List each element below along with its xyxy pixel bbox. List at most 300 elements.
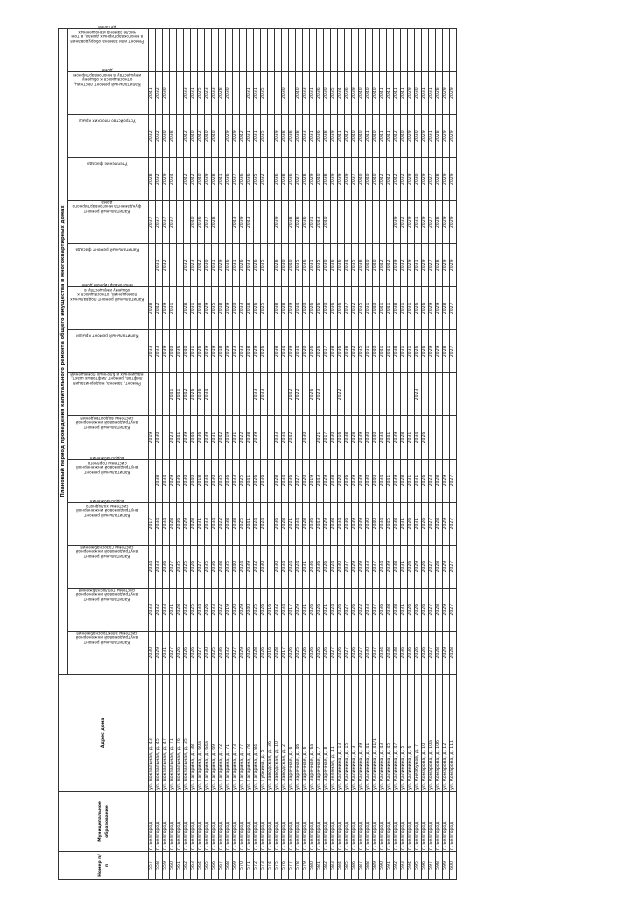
year-cell: 2033 xyxy=(212,72,219,115)
year-cell: 2039 xyxy=(338,158,345,201)
municipality-cell: г. Белгород xyxy=(345,791,352,851)
year-cell: 2030 xyxy=(366,502,373,545)
year-cell: 2028 xyxy=(436,115,443,158)
year-cell: 2030 xyxy=(366,416,373,459)
year-cell: 2030 xyxy=(366,631,373,674)
year-cell xyxy=(275,373,282,416)
year-cell: 2020 xyxy=(233,588,240,631)
year-cell: 2029 xyxy=(429,330,436,373)
year-cell: 2040 xyxy=(366,244,373,287)
table-row xyxy=(415,29,422,880)
year-cell: 2026 xyxy=(352,631,359,674)
year-cell: 2036 xyxy=(289,158,296,201)
address-cell: ул. Заводская, д. 2 xyxy=(282,674,289,791)
year-cell: 2039 xyxy=(289,287,296,330)
row-number: 597 xyxy=(429,851,436,879)
year-cell xyxy=(387,29,394,72)
year-cell xyxy=(296,416,303,459)
year-cell: 2036 xyxy=(212,545,219,588)
address-cell: ул. Зеленая, д. 11 xyxy=(331,674,338,791)
year-cell: 2037 xyxy=(205,201,212,244)
year-cell: 2029 xyxy=(296,588,303,631)
capital-repair-table xyxy=(58,25,457,880)
table-row xyxy=(366,29,373,880)
year-cell: 2028 xyxy=(436,459,443,502)
year-cell: 2026 xyxy=(303,631,310,674)
year-cell: 2033 xyxy=(184,72,191,115)
year-cell: 2031 xyxy=(233,416,240,459)
year-cell: 2033 xyxy=(149,330,156,373)
year-cell: 2025 xyxy=(212,631,219,674)
year-cell: 2036 xyxy=(275,158,282,201)
row-number: 578 xyxy=(296,851,303,879)
year-cell: 2028 xyxy=(191,502,198,545)
row-number: 561 xyxy=(177,851,184,879)
year-cell xyxy=(380,29,387,72)
row-number: 595 xyxy=(415,851,422,879)
table-row xyxy=(149,29,156,880)
year-cell: 2030 xyxy=(338,545,345,588)
year-cell: 2026 xyxy=(422,545,429,588)
year-cell xyxy=(331,373,338,416)
year-cell: 2029 xyxy=(450,72,457,115)
year-cell: 2039 xyxy=(289,330,296,373)
row-number: 557 xyxy=(149,851,156,879)
year-cell: 2035 xyxy=(317,244,324,287)
year-cell: 2042 xyxy=(156,287,163,330)
municipality-cell: г. Белгород xyxy=(205,791,212,851)
year-cell xyxy=(177,244,184,287)
work-column-label: Капитальный ремонт внутридомовой инженерной системы холодного водоснабжения xyxy=(76,499,139,518)
year-cell: 2030 xyxy=(156,416,163,459)
year-cell: 2037 xyxy=(233,158,240,201)
year-cell: 2034 xyxy=(338,502,345,545)
year-cell: 2036 xyxy=(261,459,268,502)
year-cell: 2033 xyxy=(261,373,268,416)
municipality-cell: г. Белгород xyxy=(282,791,289,851)
year-cell: 2030 xyxy=(331,416,338,459)
year-cell: 2034 xyxy=(380,459,387,502)
year-cell: 2029 xyxy=(170,459,177,502)
year-cell: 2035 xyxy=(219,459,226,502)
year-cell: 2032 xyxy=(352,287,359,330)
year-cell xyxy=(345,29,352,72)
year-cell: 2039 xyxy=(352,72,359,115)
table-row xyxy=(205,29,212,880)
year-cell: 2020 xyxy=(303,459,310,502)
table-row xyxy=(359,29,366,880)
row-number: 593 xyxy=(401,851,408,879)
year-cell: 2040 xyxy=(170,330,177,373)
municipality-cell: г. Белгород xyxy=(408,791,415,851)
year-cell xyxy=(387,373,394,416)
year-cell: 2028 xyxy=(275,631,282,674)
year-cell xyxy=(233,29,240,72)
year-cell: 2030 xyxy=(324,287,331,330)
year-cell: 2027 xyxy=(450,330,457,373)
row-number: 583 xyxy=(331,851,338,879)
year-cell: 2017 xyxy=(324,330,331,373)
year-cell: 2030 xyxy=(212,459,219,502)
year-cell: 2031 xyxy=(415,244,422,287)
work-column-header xyxy=(68,201,149,244)
year-cell: 2037 xyxy=(163,201,170,244)
year-cell xyxy=(429,416,436,459)
table-row xyxy=(254,29,261,880)
year-cell: 2026 xyxy=(324,545,331,588)
table-row xyxy=(275,29,282,880)
year-cell: 2028 xyxy=(282,502,289,545)
year-cell: 2032 xyxy=(163,244,170,287)
address-cell: ул. Вокзальная, д. 76 xyxy=(177,674,184,791)
row-number: 572 xyxy=(254,851,261,879)
work-column-header xyxy=(68,283,149,330)
table-row xyxy=(408,29,415,880)
work-column-header xyxy=(68,330,149,373)
year-cell xyxy=(282,373,289,416)
year-cell: 2031 xyxy=(247,72,254,115)
year-cell: 2031 xyxy=(191,287,198,330)
year-cell: 2042 xyxy=(380,158,387,201)
table-row xyxy=(156,29,163,880)
year-cell: 2029 xyxy=(205,287,212,330)
table-row xyxy=(338,29,345,880)
year-cell: 2041 xyxy=(247,502,254,545)
municipality-cell: г. Белгород xyxy=(331,791,338,851)
address-cell: ул. Губкина, д. 5 xyxy=(261,674,268,791)
year-cell xyxy=(177,287,184,330)
year-cell: 2026 xyxy=(261,330,268,373)
year-cell: 2029 xyxy=(233,115,240,158)
year-cell: 2032 xyxy=(184,588,191,631)
year-cell xyxy=(450,373,457,416)
year-cell: 2019 xyxy=(226,588,233,631)
year-cell: 2034 xyxy=(205,459,212,502)
year-cell: 2029 xyxy=(422,158,429,201)
year-cell: 2032 xyxy=(275,588,282,631)
table-row xyxy=(387,29,394,880)
year-cell: 2035 xyxy=(331,72,338,115)
year-cell: 2031 xyxy=(212,416,219,459)
year-cell: 2040 xyxy=(233,545,240,588)
address-cell: ул. Вокзальная, д. 35 xyxy=(184,674,191,791)
year-cell: 2024 xyxy=(296,545,303,588)
municipality-cell: г. Белгород xyxy=(324,791,331,851)
year-cell xyxy=(170,72,177,115)
year-cell: 2033 xyxy=(303,115,310,158)
year-cell: 2026 xyxy=(324,631,331,674)
work-column-header xyxy=(68,416,149,459)
year-cell: 2026 xyxy=(289,631,296,674)
year-cell: 2024 xyxy=(331,588,338,631)
year-cell: 2036 xyxy=(198,416,205,459)
year-cell: 2042 xyxy=(380,244,387,287)
year-cell xyxy=(282,201,289,244)
year-cell: 2033 xyxy=(254,373,261,416)
year-cell: 2031 xyxy=(254,72,261,115)
year-cell: 2024 xyxy=(289,545,296,588)
year-cell: 2041 xyxy=(387,115,394,158)
year-cell xyxy=(450,29,457,72)
municipality-cell: г. Белгород xyxy=(394,791,401,851)
year-cell: 2041 xyxy=(387,459,394,502)
table-row xyxy=(282,29,289,880)
year-cell: 2041 xyxy=(177,373,184,416)
year-cell: 2042 xyxy=(394,158,401,201)
year-cell: 2041 xyxy=(380,330,387,373)
year-cell: 2020 xyxy=(233,287,240,330)
year-cell: 2029 xyxy=(450,115,457,158)
year-cell: 2026 xyxy=(191,373,198,416)
address-cell: ул. Калинина, д. 43 xyxy=(380,674,387,791)
address-cell: ул. Вокзальная, д. 45 xyxy=(156,674,163,791)
year-cell xyxy=(331,29,338,72)
year-cell: 2042 xyxy=(289,373,296,416)
year-cell: 2026 xyxy=(310,287,317,330)
address-cell: ул. Комарова, д. 111 xyxy=(450,674,457,791)
year-cell: 2029 xyxy=(408,201,415,244)
year-cell: 2020 xyxy=(303,330,310,373)
year-cell: 2038 xyxy=(331,502,338,545)
year-cell: 2031 xyxy=(198,502,205,545)
row-number: 600 xyxy=(450,851,457,879)
year-cell: 2039 xyxy=(394,201,401,244)
year-cell xyxy=(149,373,156,416)
row-number: 576 xyxy=(282,851,289,879)
year-cell xyxy=(373,373,380,416)
year-cell: 2039 xyxy=(359,459,366,502)
year-cell: 2034 xyxy=(380,502,387,545)
year-cell xyxy=(324,29,331,72)
year-cell: 2026 xyxy=(338,588,345,631)
year-cell xyxy=(261,29,268,72)
address-cell: ул. Заречная, д. 8 xyxy=(324,674,331,791)
year-cell: 2038 xyxy=(219,545,226,588)
municipality-cell: г. Белгород xyxy=(170,791,177,851)
year-cell: 2038 xyxy=(394,330,401,373)
year-cell: 2028 xyxy=(296,201,303,244)
year-cell xyxy=(429,373,436,416)
address-cell: ул. Вокзальная, д. 47 xyxy=(163,674,170,791)
year-cell: 2039 xyxy=(387,545,394,588)
year-cell xyxy=(170,29,177,72)
year-cell: 2028 xyxy=(149,287,156,330)
year-cell xyxy=(331,201,338,244)
year-cell xyxy=(156,29,163,72)
year-cell: 2034 xyxy=(163,459,170,502)
year-cell xyxy=(359,29,366,72)
year-cell: 2031 xyxy=(408,459,415,502)
row-number: 598 xyxy=(436,851,443,879)
year-cell xyxy=(443,373,450,416)
year-cell: 2031 xyxy=(170,588,177,631)
municipality-cell: г. Белгород xyxy=(247,791,254,851)
year-cell xyxy=(226,373,233,416)
year-cell: 2040 xyxy=(359,115,366,158)
year-cell: 2033 xyxy=(275,416,282,459)
year-cell xyxy=(219,29,226,72)
work-column-header xyxy=(68,244,149,287)
year-cell: 2031 xyxy=(310,244,317,287)
year-cell: 2026 xyxy=(422,459,429,502)
year-cell xyxy=(289,29,296,72)
year-cell: 2035 xyxy=(205,545,212,588)
year-cell: 2029 xyxy=(443,115,450,158)
address-cell: ул. Калинина, д. 15 xyxy=(345,674,352,791)
year-cell xyxy=(163,29,170,72)
year-cell: 2036 xyxy=(198,373,205,416)
year-cell: 2028 xyxy=(149,158,156,201)
municipality-cell: г. Белгород xyxy=(191,791,198,851)
municipality-cell: г. Белгород xyxy=(415,791,422,851)
year-cell: 2022 xyxy=(338,373,345,416)
year-cell: 2027 xyxy=(450,287,457,330)
year-cell: 2039 xyxy=(163,330,170,373)
year-cell: 2034 xyxy=(296,330,303,373)
table-row xyxy=(436,29,443,880)
row-number: 599 xyxy=(443,851,450,879)
year-cell: 2030 xyxy=(184,459,191,502)
year-cell: 2027 xyxy=(198,545,205,588)
year-cell: 2028 xyxy=(436,158,443,201)
year-cell: 2037 xyxy=(156,201,163,244)
work-column-header xyxy=(68,158,149,201)
year-cell: 2026 xyxy=(254,287,261,330)
year-cell: 2031 xyxy=(429,72,436,115)
year-cell: 2036 xyxy=(380,588,387,631)
row-number: 590 xyxy=(380,851,387,879)
rotated-table-wrapper xyxy=(58,25,610,880)
table-row xyxy=(163,29,170,880)
year-cell: 2036 xyxy=(338,287,345,330)
municipality-cell: г. Белгород xyxy=(240,791,247,851)
year-cell: 2031 xyxy=(366,330,373,373)
year-cell: 2026 xyxy=(422,588,429,631)
year-cell: 2027 xyxy=(450,588,457,631)
table-row xyxy=(450,29,457,880)
year-cell: 2029 xyxy=(324,502,331,545)
year-cell: 2029 xyxy=(226,115,233,158)
municipality-cell: г. Белгород xyxy=(380,791,387,851)
year-cell: 2041 xyxy=(401,72,408,115)
year-cell: 2029 xyxy=(436,287,443,330)
year-cell: 2029 xyxy=(254,330,261,373)
year-cell: 2030 xyxy=(282,244,289,287)
year-cell: 2040 xyxy=(373,158,380,201)
year-cell: 2030 xyxy=(275,545,282,588)
year-cell xyxy=(233,373,240,416)
year-cell xyxy=(310,416,317,459)
year-cell: 2038 xyxy=(394,631,401,674)
year-cell: 2036 xyxy=(240,158,247,201)
address-cell: ул. Заречная, д. 6 xyxy=(303,674,310,791)
year-cell: 2032 xyxy=(149,115,156,158)
year-cell: 2034 xyxy=(282,416,289,459)
year-cell: 2030 xyxy=(282,72,289,115)
year-cell: 2037 xyxy=(170,201,177,244)
year-cell: 2027 xyxy=(450,545,457,588)
row-number: 571 xyxy=(247,851,254,879)
year-cell: 2027 xyxy=(296,459,303,502)
year-cell: 2038 xyxy=(324,115,331,158)
year-cell: 2031 xyxy=(401,287,408,330)
year-cell xyxy=(317,29,324,72)
year-cell: 2036 xyxy=(310,545,317,588)
year-cell: 2038 xyxy=(296,115,303,158)
table-row xyxy=(289,29,296,880)
row-number: 586 xyxy=(352,851,359,879)
year-cell: 2032 xyxy=(156,588,163,631)
year-cell: 2027 xyxy=(233,631,240,674)
year-cell: 2028 xyxy=(170,502,177,545)
year-cell: 2016 xyxy=(338,416,345,459)
year-cell: 2038 xyxy=(331,459,338,502)
year-cell: 2027 xyxy=(429,502,436,545)
year-cell xyxy=(268,545,275,588)
year-cell: 2024 xyxy=(254,502,261,545)
table-row xyxy=(184,29,191,880)
year-cell: 2031 xyxy=(429,115,436,158)
year-cell: 2025 xyxy=(254,588,261,631)
year-cell: 2028 xyxy=(254,631,261,674)
period-title: Плановый период проведения капитального ремонта общего имущества в многоквартирных домах xyxy=(59,29,68,675)
year-cell: 2036 xyxy=(303,244,310,287)
work-column-label: Капитальный ремонт внутридомовой инженерной системы водоотведения xyxy=(76,415,139,430)
year-cell: 2018 xyxy=(198,459,205,502)
year-cell xyxy=(268,287,275,330)
work-column-header xyxy=(68,115,149,158)
year-cell xyxy=(149,29,156,72)
year-cell: 2031 xyxy=(401,330,408,373)
year-cell: 2031 xyxy=(366,287,373,330)
work-column-label: Капитальный ремонт фасада xyxy=(75,247,140,253)
year-cell: 2027 xyxy=(429,158,436,201)
year-cell: 2031 xyxy=(233,244,240,287)
work-column-header xyxy=(68,499,149,545)
year-cell: 2040 xyxy=(401,115,408,158)
work-column-header xyxy=(68,456,149,502)
year-cell: 2041 xyxy=(170,373,177,416)
year-cell xyxy=(401,29,408,72)
work-column-header xyxy=(68,545,149,588)
year-cell xyxy=(275,72,282,115)
year-cell xyxy=(268,115,275,158)
year-cell: 2036 xyxy=(289,459,296,502)
year-cell xyxy=(352,201,359,244)
year-cell: 2040 xyxy=(366,72,373,115)
year-cell: 2043 xyxy=(247,201,254,244)
work-column-label: Капитальный ремонт внутридомовой инженерной системы горячего водоснабжения xyxy=(76,456,139,475)
year-cell: 2038 xyxy=(226,502,233,545)
year-cell xyxy=(429,29,436,72)
municipality-cell: г. Белгород xyxy=(212,791,219,851)
year-cell xyxy=(254,29,261,72)
year-cell: 2029 xyxy=(352,545,359,588)
year-cell: 2018 xyxy=(219,330,226,373)
table-row xyxy=(233,29,240,880)
municipality-cell: г. Белгород xyxy=(359,791,366,851)
municipality-cell: г. Белгород xyxy=(373,791,380,851)
address-cell: ул. Гагарина, д. 73 xyxy=(233,674,240,791)
year-cell xyxy=(198,29,205,72)
year-cell xyxy=(268,244,275,287)
municipality-cell: г. Белгород xyxy=(289,791,296,851)
year-cell: 2036 xyxy=(226,244,233,287)
work-column-header xyxy=(68,588,149,631)
year-cell xyxy=(338,201,345,244)
year-cell: 2039 xyxy=(331,115,338,158)
year-cell: 2025 xyxy=(184,545,191,588)
